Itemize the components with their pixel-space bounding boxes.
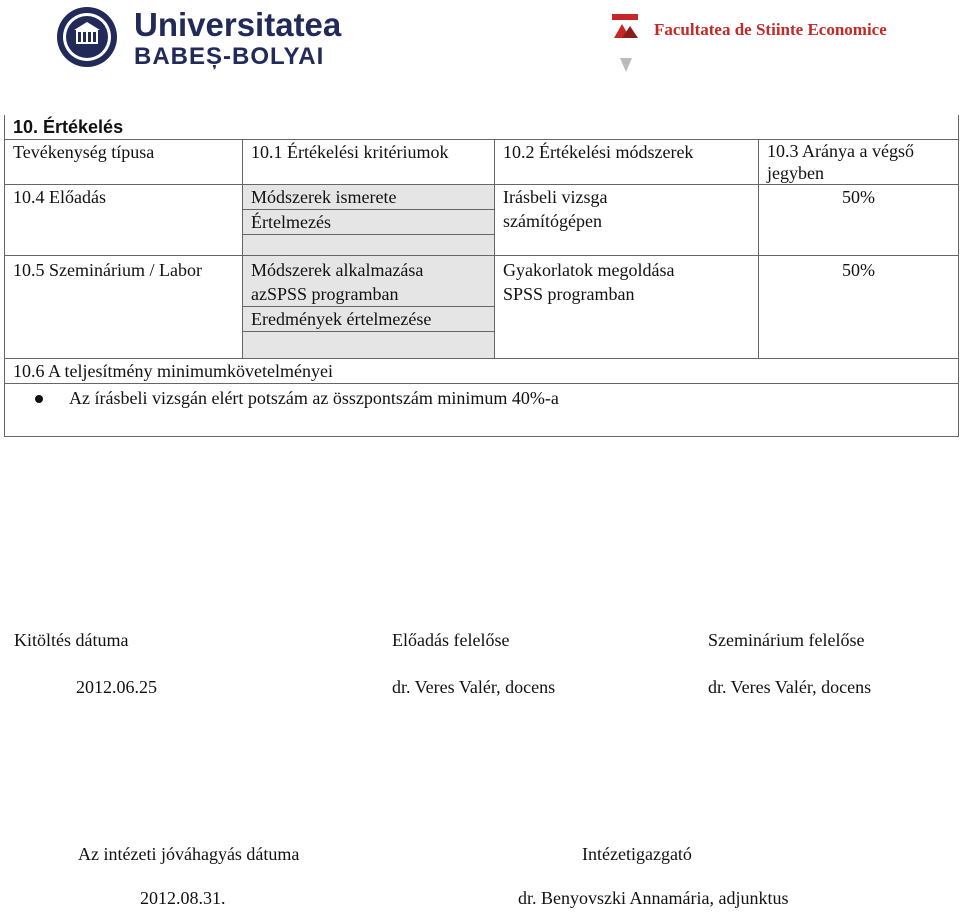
evaluation-table bbox=[4, 115, 959, 437]
faculty-mark-icon bbox=[620, 58, 632, 72]
method-item: Irásbeli vizsga bbox=[503, 187, 608, 207]
table-row bbox=[5, 185, 959, 256]
table-row bbox=[5, 256, 959, 359]
row-ratio: 50% bbox=[759, 256, 959, 359]
col-header-criteria: 10.1 Értékelési kritériumok bbox=[243, 140, 495, 185]
seminar-responsible-label: Szeminárium felelőse bbox=[708, 630, 865, 650]
university-name bbox=[134, 8, 341, 69]
method-item: Gyakorlatok megoldása bbox=[503, 260, 675, 280]
approval-date-label: Az intézeti jóváhagyás dátuma bbox=[78, 844, 300, 864]
director: dr. Benyovszki Annamária, adjunktus bbox=[518, 888, 789, 908]
criteria-item: Módszerek ismerete bbox=[243, 185, 494, 210]
col-header-type: Tevékenység típusa bbox=[5, 140, 243, 185]
row-criteria bbox=[243, 256, 495, 359]
row-ratio: 50% bbox=[759, 185, 959, 256]
row-methods bbox=[495, 185, 759, 256]
col-header-methods: 10.2 Értékelési módszerek bbox=[495, 140, 759, 185]
criteria-item: azSPSS programban bbox=[243, 282, 494, 307]
criteria-item: Módszerek alkalmazása bbox=[251, 260, 424, 280]
row-type: 10.5 Szeminárium / Labor bbox=[5, 256, 243, 359]
min-requirements-item bbox=[5, 384, 959, 437]
section-title: 10. Értékelés bbox=[5, 115, 959, 140]
approval-date: 2012.08.31. bbox=[140, 888, 226, 908]
criteria-item: Eredmények értelmezése bbox=[243, 307, 494, 332]
method-item: SPSS programban bbox=[503, 284, 635, 304]
fill-date: 2012.06.25 bbox=[76, 677, 157, 697]
university-seal-logo bbox=[56, 6, 118, 68]
lecture-responsible-label: Előadás felelőse bbox=[392, 630, 510, 650]
method-item: számítógépen bbox=[503, 211, 602, 231]
faculty-name: Facultatea de Stiinte Economice bbox=[654, 20, 887, 39]
min-requirements-title: 10.6 A teljesítmény minimumkövetelményei bbox=[5, 359, 959, 384]
director-label: Intézetigazgató bbox=[582, 844, 692, 864]
lecture-responsible: dr. Veres Valér, docens bbox=[392, 677, 556, 697]
min-requirements-text: Az írásbeli vizsgán elért potszám az összpontszám minimum 40%-a bbox=[69, 388, 559, 408]
seminar-responsible: dr. Veres Valér, docens bbox=[708, 677, 872, 697]
col-header-ratio: 10.3 Aránya a végső jegyben bbox=[759, 140, 959, 185]
fill-date-label: Kitöltés dátuma bbox=[14, 630, 129, 650]
row-criteria bbox=[243, 185, 495, 256]
row-type: 10.4 Előadás bbox=[5, 185, 243, 256]
university-name-line2: BABEȘ-BOLYAI bbox=[134, 43, 325, 70]
bullet-icon bbox=[35, 395, 43, 403]
criteria-item: Értelmezés bbox=[243, 210, 494, 235]
row-methods bbox=[495, 256, 759, 359]
faculty-logo-icon bbox=[610, 14, 640, 40]
university-name-line1: Universitatea bbox=[134, 6, 342, 43]
